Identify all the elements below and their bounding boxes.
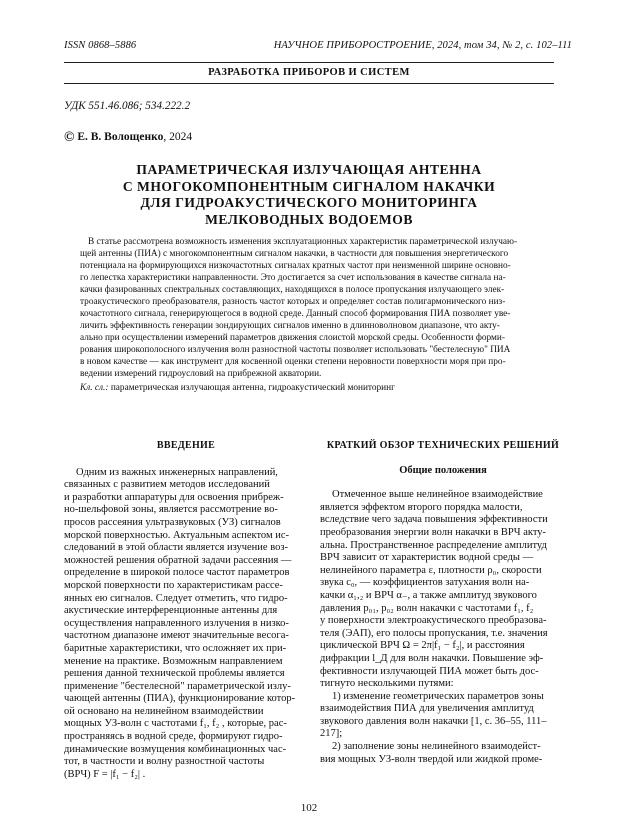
body-line: у поверхности электроакустического преобразова- (320, 615, 547, 627)
review-subheading: Общие положения (399, 464, 487, 476)
udk-code: УДК 551.46.086; 534.222.2 (64, 100, 191, 112)
body-line: теля (ЭАП), его полосы пропускания, т.е. значения (320, 627, 548, 639)
body-line: осуществления направленного излучения в низко- (64, 617, 289, 629)
abstract-line: в новом качестве — как инструмент для косвенной оценки степени неровности поверхности моря при про- (80, 357, 506, 367)
body-line: можностей решения обратной задачи рассеяния — (64, 554, 292, 566)
body-line: вследствие чего задача повышения эффективности (320, 514, 548, 526)
body-line: качки α₁,₂ и ВРЧ α₋, а также амплитуд звукового (320, 589, 537, 601)
body-line: но-шельфовой зоны, является рассмотрение во- (64, 504, 278, 516)
body-line: циклической ВРЧ Ω = 2π|f₁ − f₂|, и расстояния (320, 640, 525, 652)
copyright-icon: © (64, 130, 75, 145)
keywords-text: параметрическая излучающая антенна, гидроакустический мониторинг (110, 383, 395, 393)
body-line: мощных УЗ-волн с частотами f₁, f₂ , которые, рас- (64, 718, 287, 730)
body-line: взаимодействия ПИА для увеличения амплитуд (320, 703, 534, 715)
body-line: давления p₀₁, p₀₂ волн накачки с частотами f₁, f₂ (320, 602, 534, 614)
abstract-line: ально при осуществлении измерений параметров движения слоистой морской среды. Особенности форми- (80, 333, 505, 343)
body-line: Одним из важных инженерных направлений, (76, 466, 278, 478)
body-line: определение в широкой полосе частот параметров (64, 567, 290, 579)
top-rule (64, 62, 554, 63)
abstract-line: личить эффективность генерации зондирующих сигналов именно в длинноволновом диапазоне, что акту- (80, 321, 500, 331)
body-line: акустические интерференционные антенны для (64, 605, 278, 617)
abstract-line: рования широкополосного излучения волн разностной частоты позволяет использовать "бестелесную" ПИА (80, 345, 511, 355)
abstract-line: троакустического преобразователя, разность частот которых и определяет состав полигармонического низ- (80, 297, 506, 307)
body-line: баритные характеристики, что осложняет их при- (64, 642, 287, 654)
body-line: менение на практике. Возможным направлением (64, 655, 283, 667)
article-title (0, 162, 618, 228)
left-column (64, 440, 308, 781)
keywords (80, 383, 560, 393)
body-line: звукового давления волн накачки [1, с. 36–55, 111– (320, 715, 547, 727)
body-line: дифракции l_Д для волн накачки. Повышение эф- (320, 652, 544, 664)
title-line: ПАРАМЕТРИЧЕСКАЯ ИЗЛУЧАЮЩАЯ АНТЕННА (136, 162, 482, 177)
journal-citation: НАУЧНОЕ ПРИБОРОСТРОЕНИЕ, 2024, том 34, № 2, с. 102–111 (273, 40, 572, 51)
body-line: 2) заполнение зоны нелинейного взаимодейст- (332, 741, 541, 753)
abstract-line: го лепестка характеристики направленности. Это достигается за счет использования в качестве сигнала на- (80, 273, 506, 283)
body-line: тот, в частности и волну разностной частоты (64, 756, 265, 768)
body-line: морской поверхности по характеристикам рассе- (64, 579, 283, 591)
body-line: является эффектом второго порядка малости, (320, 501, 523, 513)
issn: ISSN 0868–5886 (64, 40, 137, 51)
title-line: ДЛЯ ГИДРОАКУСТИЧЕСКОГО МОНИТОРИНГА (140, 195, 478, 210)
body-line: янных ею сигналов. Следует отметить, что гидро- (64, 592, 288, 604)
body-line: морской поверхностью. Актуальным аспектом ис- (64, 529, 289, 541)
section-title: РАЗРАБОТКА ПРИБОРОВ И СИСТЕМ (208, 67, 410, 78)
body-line: тигнуто несколькими путями: (320, 678, 454, 690)
title-line: МЕЛКОВОДНЫХ ВОДОЕМОВ (205, 211, 413, 227)
body-line: фективности излучающей ПИА может быть дос- (320, 665, 539, 677)
abstract-line: кочастотного сигнала, генерирующегося в водной среде. Данный способ формирования ПИА позволяет уве- (80, 309, 511, 319)
page-number: 102 (300, 802, 318, 814)
abstract-line: В статье рассмотрена возможность изменения эксплуатационных характеристик параметрической излучаю- (88, 237, 518, 247)
abstract (80, 236, 560, 380)
body-line: связанных с развитием методов исследований (64, 479, 270, 491)
body-line: 1) изменение геометрических параметров зоны (332, 690, 544, 702)
author-line (64, 130, 192, 146)
body-line: применение "бестелесной" параметрической излу- (64, 680, 291, 692)
bottom-rule (64, 83, 554, 84)
body-line: чающей антенны (ПИА), функционирование котор- (64, 693, 296, 705)
abstract-line: щей антенны (ПИА) с многокомпонентным сигналом накачки, в частности для повышения энергетического (80, 249, 509, 259)
intro-heading: ВВЕДЕНИЕ (156, 440, 216, 451)
body-line: альна. Пространственное распределение амплитуд (320, 539, 547, 551)
author-name: Е. В. Волощенко (77, 131, 164, 143)
body-line: пространяясь в водной среде, формируют гидро- (64, 731, 283, 743)
keywords-label: Кл. сл.: (80, 383, 109, 393)
body-line: преобразования энергии волн накачки в ВРЧ акту- (320, 526, 547, 538)
author-year: , 2024 (163, 131, 193, 143)
body-line: динамические возмущения комбинационных час- (64, 743, 287, 755)
body-line: вия мощных УЗ-волн твердой или жидкой проме- (320, 753, 543, 765)
abstract-line: ведении измерений гидроусловий на прибрежной акватории. (80, 369, 322, 379)
abstract-line: потенциала на формирующихся низкочастотных сигналах кратных частот при неизменной ширине основно- (80, 261, 511, 271)
body-line: Отмеченное выше нелинейное взаимодействие (332, 489, 543, 501)
review-heading: КРАТКИЙ ОБЗОР ТЕХНИЧЕСКИХ РЕШЕНИЙ (326, 440, 560, 451)
abstract-line: качки фазированных спектральных составляющих, находящихся в полосе пропускания излучающего элек- (80, 285, 505, 295)
body-line: следований в этой области является изучение воз- (64, 542, 288, 554)
body-line: ой основано на нелинейном взаимодействии (64, 705, 264, 717)
body-line: частотном диапазоне имеют значительные весога- (64, 630, 289, 642)
body-line: ВРЧ зависит от характеристик водной среды — (320, 552, 534, 564)
body-line: и разработки аппаратуры для освоения прибреж- (64, 491, 284, 503)
body-line: просов рассеяния ультразвуковых (УЗ) сигналов (64, 516, 281, 528)
body-line: решения данной технической проблемы является (64, 668, 285, 680)
body-line: (ВРЧ) F = |f₁ − f₂| . (64, 768, 146, 780)
right-column (320, 440, 566, 766)
body-line: звука c₀, — коэффициентов затухания волн на- (320, 577, 530, 589)
body-line: нелинейного параметра ε, плотности ρ₀, скорости (320, 564, 542, 576)
title-line: С МНОГОКОМПОНЕНТНЫМ СИГНАЛОМ НАКАЧКИ (122, 178, 496, 194)
body-line: 217]; (320, 728, 343, 740)
